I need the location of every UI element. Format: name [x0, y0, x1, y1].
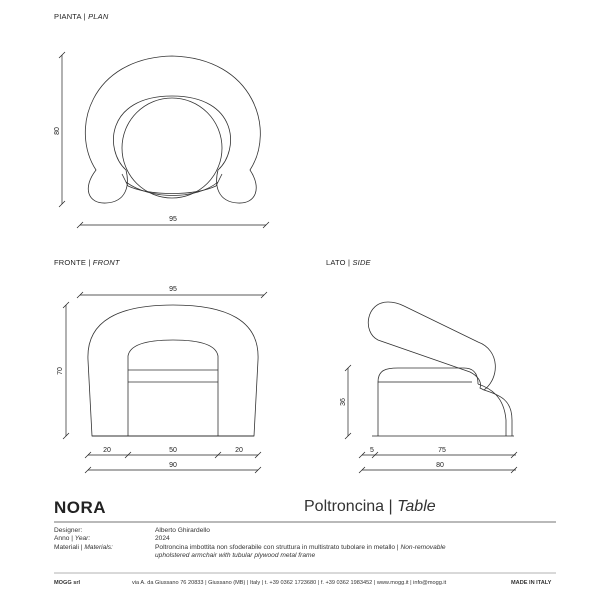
footer-made-in: MADE IN ITALY [511, 580, 552, 586]
side-drawing [340, 302, 517, 473]
side-height-value: 36 [340, 398, 347, 406]
side-depth-value: 75 [438, 447, 446, 454]
spec-values [155, 527, 565, 561]
year-value: 2024 [155, 535, 170, 543]
front-total-value: 90 [169, 462, 177, 469]
side-view-label: LATO | SIDE [326, 258, 371, 267]
plan-view-label: PIANTA | PLAN [54, 12, 109, 21]
year-label: Anno | Year: [54, 535, 91, 543]
front-inner-opening [128, 340, 218, 436]
side-total-value: 80 [436, 462, 444, 469]
side-small-value: 5 [370, 447, 374, 454]
materials-label: Materiali | Materials: [54, 543, 113, 551]
front-arm-right-value: 20 [235, 447, 243, 454]
plan-width-value: 95 [169, 216, 177, 223]
designer-value: Alberto Ghirardello [155, 527, 210, 534]
front-seat-value: 50 [169, 447, 177, 454]
plan-inner-seat [122, 98, 222, 198]
front-arm-left-value: 20 [103, 447, 111, 454]
spec-labels [54, 527, 149, 552]
front-seat-cushion [128, 370, 218, 382]
side-backrest-outline [368, 302, 495, 390]
footer-brand: MOGG srl [54, 580, 81, 586]
product-name: NORA [54, 498, 107, 517]
designer-label: Designer: [54, 527, 83, 534]
materials-value-cont: upholstered armchair with tubular plywood metal frame [155, 552, 316, 560]
front-height-value: 70 [57, 367, 64, 375]
side-rear-inner [478, 384, 506, 436]
front-view-label: FRONTE | FRONT [54, 258, 120, 267]
front-top-width-value: 95 [169, 286, 177, 293]
plan-outer-outline [85, 56, 260, 203]
plan-drawing [54, 52, 269, 228]
materials-value: Poltroncina imbottita non sfoderabile con struttura in multistrato tubolare in metallo | Non-removable [155, 543, 446, 551]
plan-depth-value: 80 [54, 127, 61, 135]
side-seat-block [378, 368, 478, 436]
front-outer-outline [88, 305, 258, 436]
footer-address: via A. da Giussano 76 20833 | Giussano (MB) | Italy | t. +39 0362 1723680 | f. +39 0362 1983452 | www.mogg.it | info@mogg.it [132, 580, 447, 586]
product-type: Poltroncina | Table [304, 498, 436, 515]
front-drawing [57, 286, 267, 473]
